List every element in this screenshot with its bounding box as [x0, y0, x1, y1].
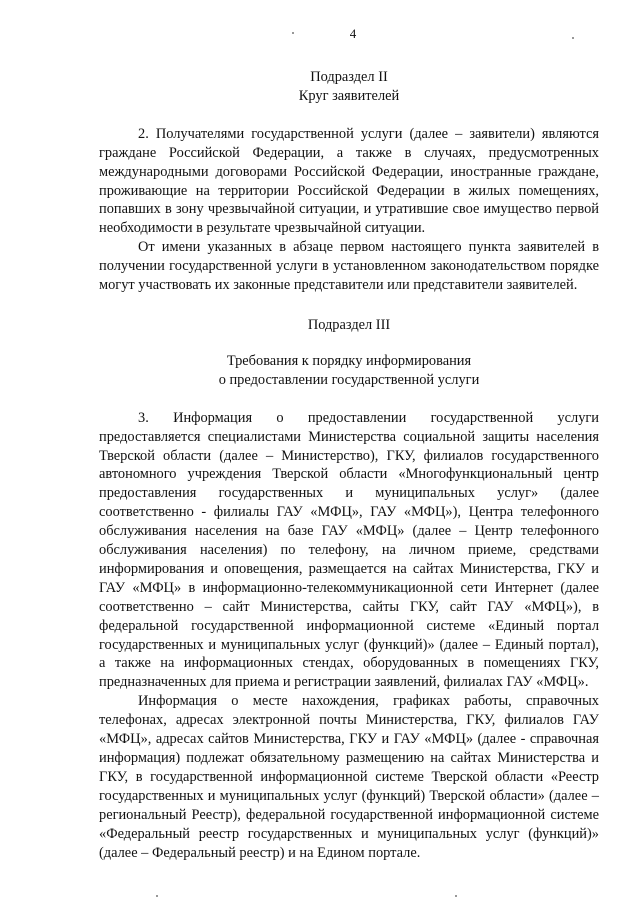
subsection-3-title-line-1: Требования к порядку информирования — [226, 352, 472, 369]
scan-speck — [455, 895, 457, 897]
scan-speck — [572, 37, 574, 39]
paragraph-3-1: 3. Информация о предоставлении государственной услуги предоставляется специалистами Министерства социальной защиты населения Тверской области (далее – Министерство), ГКУ, филиалов государственного автономного учреждения Тверской области «Многофункциональный центр предоставления государственных и муниципальных услуг» (далее соответственно - филиалы ГАУ «МФЦ», ГАУ «МФЦ»), Центра телефонного обслуживания населения на базе ГАУ «МФЦ» (далее – Центр телефонного обслуживания населения) по телефону, на личном приеме, средствами информирования и оповещения, размещается на сайтах Министерства, ГКУ и ГАУ «МФЦ» в информационно-телекоммуникационной сети Интернет (далее соответственно – сайт Министерства, сайты ГКУ, сайт ГАУ «МФЦ»), в федеральной государственной информационной системе «Единый портал государственных и муниципальных услуг (функций)» (далее – Единый портал), а также на информационных стендах, оборудованных в помещениях ГКУ, предназначенных для приема и регистрации заявлений, филиалах ГАУ «МФЦ». — [99, 409, 599, 691]
document-body — [99, 68, 599, 862]
page-number: 4 — [349, 26, 357, 41]
subsection-3-heading: Подраздел III — [307, 316, 391, 333]
paragraph-2-1: 2. Получателями государственной услуги (далее – заявители) являются граждане Российской Федерации, а также в случаях, предусмотренных международными договорами Российской Федерации, иностранные граждане, проживающие на территории Российской Федерации в жилых помещениях, попавших в зону чрезвычайной ситуации, и утратившие свое имущество первой необходимости в результате чрезвычайной ситуации. — [99, 125, 599, 237]
paragraph-2-2: От имени указанных в абзаце первом настоящего пункта заявителей в получении государственной услуги в установленном законодательством порядке могут участвовать их законные представители или представители заявителей. — [99, 239, 599, 294]
subsection-2-title: Круг заявителей — [298, 87, 400, 104]
scan-speck — [156, 895, 158, 897]
subsection-2-heading: Подраздел II — [310, 69, 388, 85]
scan-speck — [292, 32, 294, 34]
subsection-3-title-line-2: о предоставлении государственной услуги — [218, 371, 480, 388]
paragraph-3-2: Информация о месте нахождения, графиках работы, справочных телефонах, адресах электронной почты Министерства, ГКУ, филиалов ГАУ «МФЦ», адресах сайтов Министерства, ГКУ и ГАУ «МФЦ» (далее - справочная информация) подлежат обязательному размещению на сайтах Министерства и ГКУ, в государственной информационной системе Тверской области «Реестр государственных и муниципальных услуг (функций) Тверской области» (далее – региональный Реестр), федеральной государственной информационной системе «Федеральный реестр государственных и муниципальных услуг (функций)» (далее – Федеральный реестр) и на Едином портале. — [99, 693, 599, 861]
